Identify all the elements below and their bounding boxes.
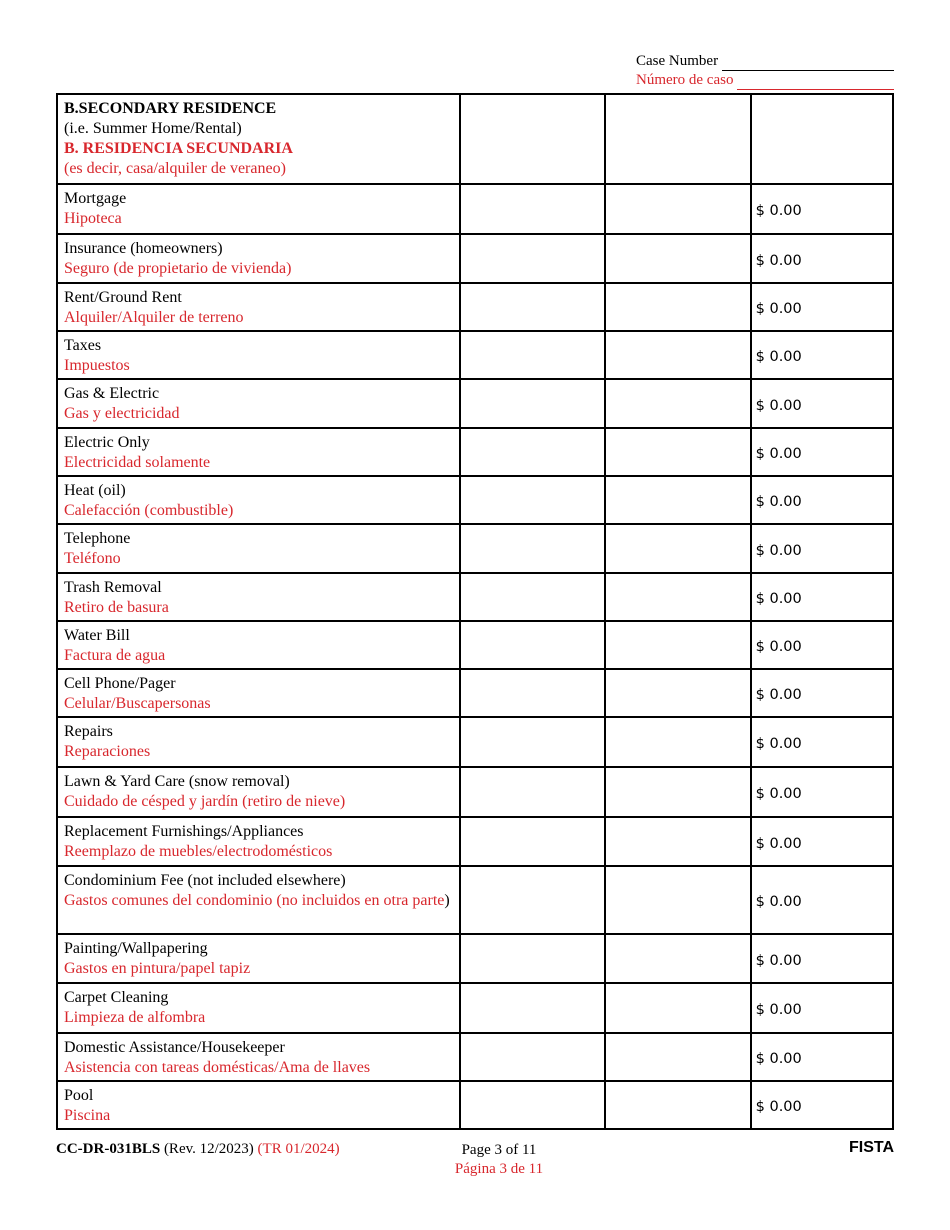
section-subtitle: (i.e. Summer Home/Rental) <box>64 120 242 137</box>
expense-row <box>57 331 893 379</box>
expense-row <box>57 283 893 331</box>
expense-label-es-line <box>64 549 453 569</box>
expense-label-es: Calefacción (combustible) <box>64 502 234 519</box>
expense-label-es-line <box>64 1008 453 1028</box>
expense-amount: $ 0.00 <box>755 1051 802 1067</box>
expense-amount: $ 0.00 <box>755 952 802 969</box>
expense-row <box>57 379 893 428</box>
expense-label-es: Electricidad solamente <box>64 454 211 471</box>
expense-amount-cell[interactable] <box>751 379 893 428</box>
expense-amount: $ 0.00 <box>755 301 802 317</box>
expense-amount-cell[interactable] <box>751 524 893 573</box>
expense-input-cell[interactable] <box>460 379 605 428</box>
expense-input-cell[interactable] <box>605 1033 750 1081</box>
expense-amount-cell[interactable] <box>751 331 893 379</box>
expense-label: Trash Removal <box>64 579 162 596</box>
expense-input-cell[interactable] <box>460 669 605 717</box>
expense-amount-cell[interactable] <box>751 621 893 669</box>
expense-label-es: Gas y electricidad <box>64 405 180 422</box>
expense-label-es-line <box>64 404 453 424</box>
section-title: B.SECONDARY RESIDENCE <box>64 100 277 117</box>
expense-label-es: Teléfono <box>64 550 121 567</box>
expense-input-cell[interactable] <box>605 767 750 817</box>
case-number-label: Case Number <box>636 53 719 69</box>
expense-amount: $ 0.00 <box>755 494 802 510</box>
section-subtitle-es: (es decir, casa/alquiler de veraneo) <box>64 160 286 177</box>
expense-row <box>57 669 893 717</box>
expense-amount: $ 0.00 <box>755 835 802 852</box>
expense-amount-cell[interactable] <box>751 428 893 476</box>
expense-amount-cell[interactable] <box>751 573 893 621</box>
expense-label-cell <box>57 669 460 717</box>
expense-input-cell[interactable] <box>605 573 750 621</box>
expense-input-cell[interactable] <box>605 866 750 934</box>
expense-input-cell[interactable] <box>605 621 750 669</box>
page-number-block <box>400 1141 598 1179</box>
expense-input-cell[interactable] <box>605 983 750 1033</box>
expense-row <box>57 934 893 983</box>
expense-label-es-line <box>64 842 453 862</box>
expense-label-es-line <box>64 308 453 328</box>
expense-amount: $ 0.00 <box>755 687 802 703</box>
expense-amount: $ 0.00 <box>755 542 802 559</box>
expense-row <box>57 234 893 283</box>
expense-label: Rent/Ground Rent <box>64 289 182 306</box>
expense-amount-cell[interactable] <box>751 184 893 234</box>
expense-label: Gas & Electric <box>64 385 160 402</box>
expense-label-cell <box>57 476 460 524</box>
expense-amount: $ 0.00 <box>755 736 802 752</box>
expense-input-cell[interactable] <box>605 1081 750 1129</box>
expense-input-cell[interactable] <box>460 817 605 866</box>
expense-amount: $ 0.00 <box>755 203 802 219</box>
expense-label-es-line <box>64 694 453 714</box>
expense-label-cell <box>57 573 460 621</box>
brand-label: FISTA <box>848 1139 894 1156</box>
expense-label: Mortgage <box>64 190 127 207</box>
expense-amount: $ 0.00 <box>755 894 802 910</box>
header-blank-cell <box>605 94 750 184</box>
page-number: Page 3 of 11 <box>461 1142 537 1158</box>
expense-input-cell[interactable] <box>460 717 605 767</box>
expense-label-es: Seguro (de propietario de vivienda) <box>64 260 292 277</box>
expense-row <box>57 767 893 817</box>
expense-input-cell[interactable] <box>605 524 750 573</box>
expense-amount-cell[interactable] <box>751 234 893 283</box>
expense-amount: $ 0.00 <box>755 786 802 802</box>
expense-label-es-line <box>64 259 453 279</box>
page-number-es: Página 3 de 11 <box>454 1161 544 1177</box>
expense-row <box>57 573 893 621</box>
expense-input-cell[interactable] <box>460 866 605 934</box>
expense-label: Taxes <box>64 337 102 354</box>
expense-input-cell[interactable] <box>605 331 750 379</box>
expense-row <box>57 428 893 476</box>
expense-label-es: Piscina <box>64 1107 111 1124</box>
expense-label-cell <box>57 1081 460 1129</box>
expense-label-es: Reparaciones <box>64 743 151 760</box>
expense-input-cell[interactable] <box>605 934 750 983</box>
expense-row <box>57 717 893 767</box>
expense-label: Repairs <box>64 723 113 740</box>
form-translation: (TR 01/2024) <box>257 1141 340 1157</box>
expense-label-cell <box>57 817 460 866</box>
expense-label-es: Celular/Buscapersonas <box>64 695 211 712</box>
expense-label-cell <box>57 983 460 1033</box>
expense-amount-cell[interactable] <box>751 983 893 1033</box>
expense-amount-cell[interactable] <box>751 476 893 524</box>
secondary-residence-table <box>56 93 894 1130</box>
expense-label-es-line <box>64 598 453 618</box>
expense-label: Lawn & Yard Care (snow removal) <box>64 773 290 790</box>
expense-amount: $ 0.00 <box>755 446 802 462</box>
expense-label-es-tail: ) <box>444 892 450 909</box>
expense-amount: $ 0.00 <box>755 252 802 269</box>
expense-label-es: Limpieza de alfombra <box>64 1009 206 1026</box>
expense-input-cell[interactable] <box>460 1033 605 1081</box>
expense-label-es-line <box>64 356 453 376</box>
expense-input-cell[interactable] <box>605 717 750 767</box>
expense-label-es-line <box>64 646 453 666</box>
expense-label: Carpet Cleaning <box>64 989 169 1006</box>
expense-label-es: Impuestos <box>64 357 130 374</box>
expense-label-cell <box>57 1033 460 1081</box>
case-number-row-es <box>636 71 894 90</box>
expense-amount-cell[interactable] <box>751 767 893 817</box>
expense-row <box>57 524 893 573</box>
expense-input-cell[interactable] <box>460 983 605 1033</box>
expense-label-es: Hipoteca <box>64 210 122 227</box>
expense-input-cell[interactable] <box>460 184 605 234</box>
expense-label: Telephone <box>64 530 131 547</box>
expense-amount-cell[interactable] <box>751 1081 893 1129</box>
expense-input-cell[interactable] <box>460 476 605 524</box>
expense-row <box>57 983 893 1033</box>
expense-amount-cell[interactable] <box>751 934 893 983</box>
expense-label: Heat (oil) <box>64 482 126 499</box>
section-header-row <box>57 94 893 184</box>
expense-label-es: Asistencia con tareas domésticas/Ama de llaves <box>64 1059 371 1076</box>
expense-label-cell <box>57 379 460 428</box>
expense-label-cell <box>57 184 460 234</box>
expense-label-cell <box>57 283 460 331</box>
expense-input-cell[interactable] <box>460 283 605 331</box>
case-number-line-es <box>737 74 894 90</box>
expense-amount: $ 0.00 <box>755 591 802 607</box>
expense-amount-cell[interactable] <box>751 1033 893 1081</box>
expense-label-cell <box>57 234 460 283</box>
expense-label-es-line <box>64 501 453 521</box>
expense-input-cell[interactable] <box>460 428 605 476</box>
expense-amount: $ 0.00 <box>755 1002 802 1018</box>
expense-input-cell[interactable] <box>460 331 605 379</box>
section-header-cell <box>57 94 460 184</box>
expense-label-es-line <box>64 891 453 911</box>
expense-label: Condominium Fee (not included elsewhere) <box>64 872 346 889</box>
expense-amount-cell[interactable] <box>751 866 893 934</box>
expense-label-es: Reemplazo de muebles/electrodomésticos <box>64 843 333 860</box>
expense-label-es-line <box>64 1106 453 1126</box>
expense-input-cell[interactable] <box>460 621 605 669</box>
expense-input-cell[interactable] <box>605 669 750 717</box>
expense-label-cell <box>57 934 460 983</box>
expense-row <box>57 184 893 234</box>
form-revision: (Rev. 12/2023) <box>163 1141 254 1157</box>
expense-input-cell[interactable] <box>460 934 605 983</box>
case-number-block <box>636 52 894 90</box>
expense-amount-cell[interactable] <box>751 669 893 717</box>
header-blank-cell <box>751 94 893 184</box>
expense-input-cell[interactable] <box>605 184 750 234</box>
expense-input-cell[interactable] <box>460 767 605 817</box>
expense-label-es: Retiro de basura <box>64 599 169 616</box>
expense-label-es: Gastos en pintura/papel tapiz <box>64 960 251 977</box>
expense-input-cell[interactable] <box>460 573 605 621</box>
expense-amount-cell[interactable] <box>751 283 893 331</box>
expense-label: Replacement Furnishings/Appliances <box>64 823 304 840</box>
expense-amount-cell[interactable] <box>751 817 893 866</box>
expense-label-es: Cuidado de césped y jardín (retiro de nieve) <box>64 793 346 810</box>
expense-label: Electric Only <box>64 434 150 451</box>
expense-row <box>57 1081 893 1129</box>
expense-label-cell <box>57 524 460 573</box>
expense-label-es-line <box>64 209 453 229</box>
expense-input-cell[interactable] <box>460 234 605 283</box>
expense-label: Cell Phone/Pager <box>64 675 176 692</box>
form-code: CC-DR-031BLS <box>56 1141 161 1157</box>
expense-label-es: Factura de agua <box>64 647 166 664</box>
expense-input-cell[interactable] <box>605 234 750 283</box>
expense-label: Insurance (homeowners) <box>64 240 223 257</box>
expense-label: Pool <box>64 1087 94 1104</box>
expense-input-cell[interactable] <box>605 283 750 331</box>
expense-label-es: Gastos comunes del condominio (no incluidos en otra parte <box>64 892 445 909</box>
expense-label-es-line <box>64 742 453 762</box>
expense-label: Water Bill <box>64 627 130 644</box>
expense-label-cell <box>57 717 460 767</box>
expense-label: Domestic Assistance/Housekeeper <box>64 1039 285 1056</box>
expense-amount-cell[interactable] <box>751 717 893 767</box>
expense-label: Painting/Wallpapering <box>64 940 208 957</box>
header-blank-cell <box>460 94 605 184</box>
section-title-es: B. RESIDENCIA SECUNDARIA <box>64 140 293 157</box>
expense-row <box>57 817 893 866</box>
expense-label-cell <box>57 866 460 934</box>
expense-input-cell[interactable] <box>460 1081 605 1129</box>
expense-label-cell <box>57 428 460 476</box>
expense-label-cell <box>57 621 460 669</box>
expense-label-es-line <box>64 959 453 979</box>
expense-label-es-line <box>64 1058 453 1078</box>
expense-row <box>57 476 893 524</box>
expense-amount: $ 0.00 <box>755 1099 802 1115</box>
case-number-label-es: Número de caso <box>636 72 734 88</box>
expense-row <box>57 1033 893 1081</box>
expense-label-es-line <box>64 453 453 473</box>
expense-input-cell[interactable] <box>605 428 750 476</box>
expense-input-cell[interactable] <box>605 817 750 866</box>
case-number-row <box>636 52 894 71</box>
expense-amount: $ 0.00 <box>755 639 802 655</box>
expense-amount: $ 0.00 <box>755 349 802 365</box>
expense-label-es: Alquiler/Alquiler de terreno <box>64 309 244 326</box>
expense-label-es-line <box>64 792 453 812</box>
case-number-field[interactable] <box>722 55 894 71</box>
expense-label-cell <box>57 331 460 379</box>
expense-label-cell <box>57 767 460 817</box>
expense-input-cell[interactable] <box>460 524 605 573</box>
expense-amount: $ 0.00 <box>755 397 802 414</box>
expense-input-cell[interactable] <box>605 476 750 524</box>
expense-row <box>57 621 893 669</box>
form-identifier <box>56 1141 340 1158</box>
expense-row <box>57 866 893 934</box>
expense-input-cell[interactable] <box>605 379 750 428</box>
